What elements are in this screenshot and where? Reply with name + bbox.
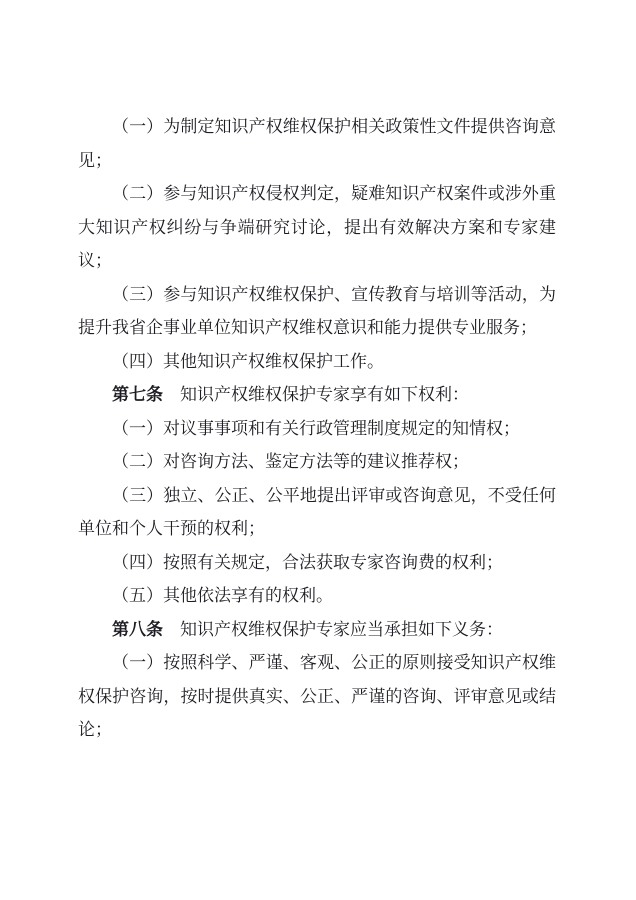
document-line: 单位和个人干预的权利；: [78, 519, 265, 538]
document-line: （三）独立、公正、公平地提出评审或咨询意见，不受任何: [112, 485, 556, 505]
document-line-article-7: [78, 378, 556, 412]
document-line-article-8: [78, 613, 556, 647]
document-line: 论；: [78, 720, 112, 739]
document-line: （五）其他依法享有的权利。: [112, 586, 333, 605]
document-line: （一）按照科学、严谨、客观、公正的原则接受知识产权维: [112, 653, 556, 672]
document-line: 提升我省企事业单位知识产权维权意识和能力提供专业服务；: [78, 318, 537, 337]
document-line: 权保护咨询，按时提供真实、公正、严谨的咨询、评审意见或结: [78, 686, 556, 706]
document-line: （四）按照有关规定，合法获取专家咨询费的权利；: [112, 552, 503, 572]
document-line: 议；: [78, 251, 112, 270]
document-line: （一）对议事事项和有关行政管理制度规定的知情权；: [112, 418, 520, 438]
article-number: 第八条: [112, 619, 163, 639]
article-text: 知识产权维权保护专家应当承担如下义务：: [163, 619, 503, 639]
article-text: 知识产权维权保护专家享有如下权利：: [163, 385, 469, 404]
document-line: （三）参与知识产权维权保护、宣传教育与培训等活动，为: [112, 284, 556, 304]
document-page: [78, 110, 556, 747]
document-line: 见；: [78, 150, 112, 170]
document-line: （四）其他知识产权维权保护工作。: [112, 351, 384, 371]
document-line: （一）为制定知识产权维权保护相关政策性文件提供咨询意: [112, 117, 556, 136]
article-number: 第七条: [112, 385, 163, 404]
document-line: （二）对咨询方法、鉴定方法等的建议推荐权；: [112, 452, 469, 471]
document-line: （二）参与知识产权侵权判定，疑难知识产权案件或涉外重: [112, 184, 556, 203]
document-line: 大知识产权纠纷与争端研究讨论，提出有效解决方案和专家建: [78, 217, 556, 237]
